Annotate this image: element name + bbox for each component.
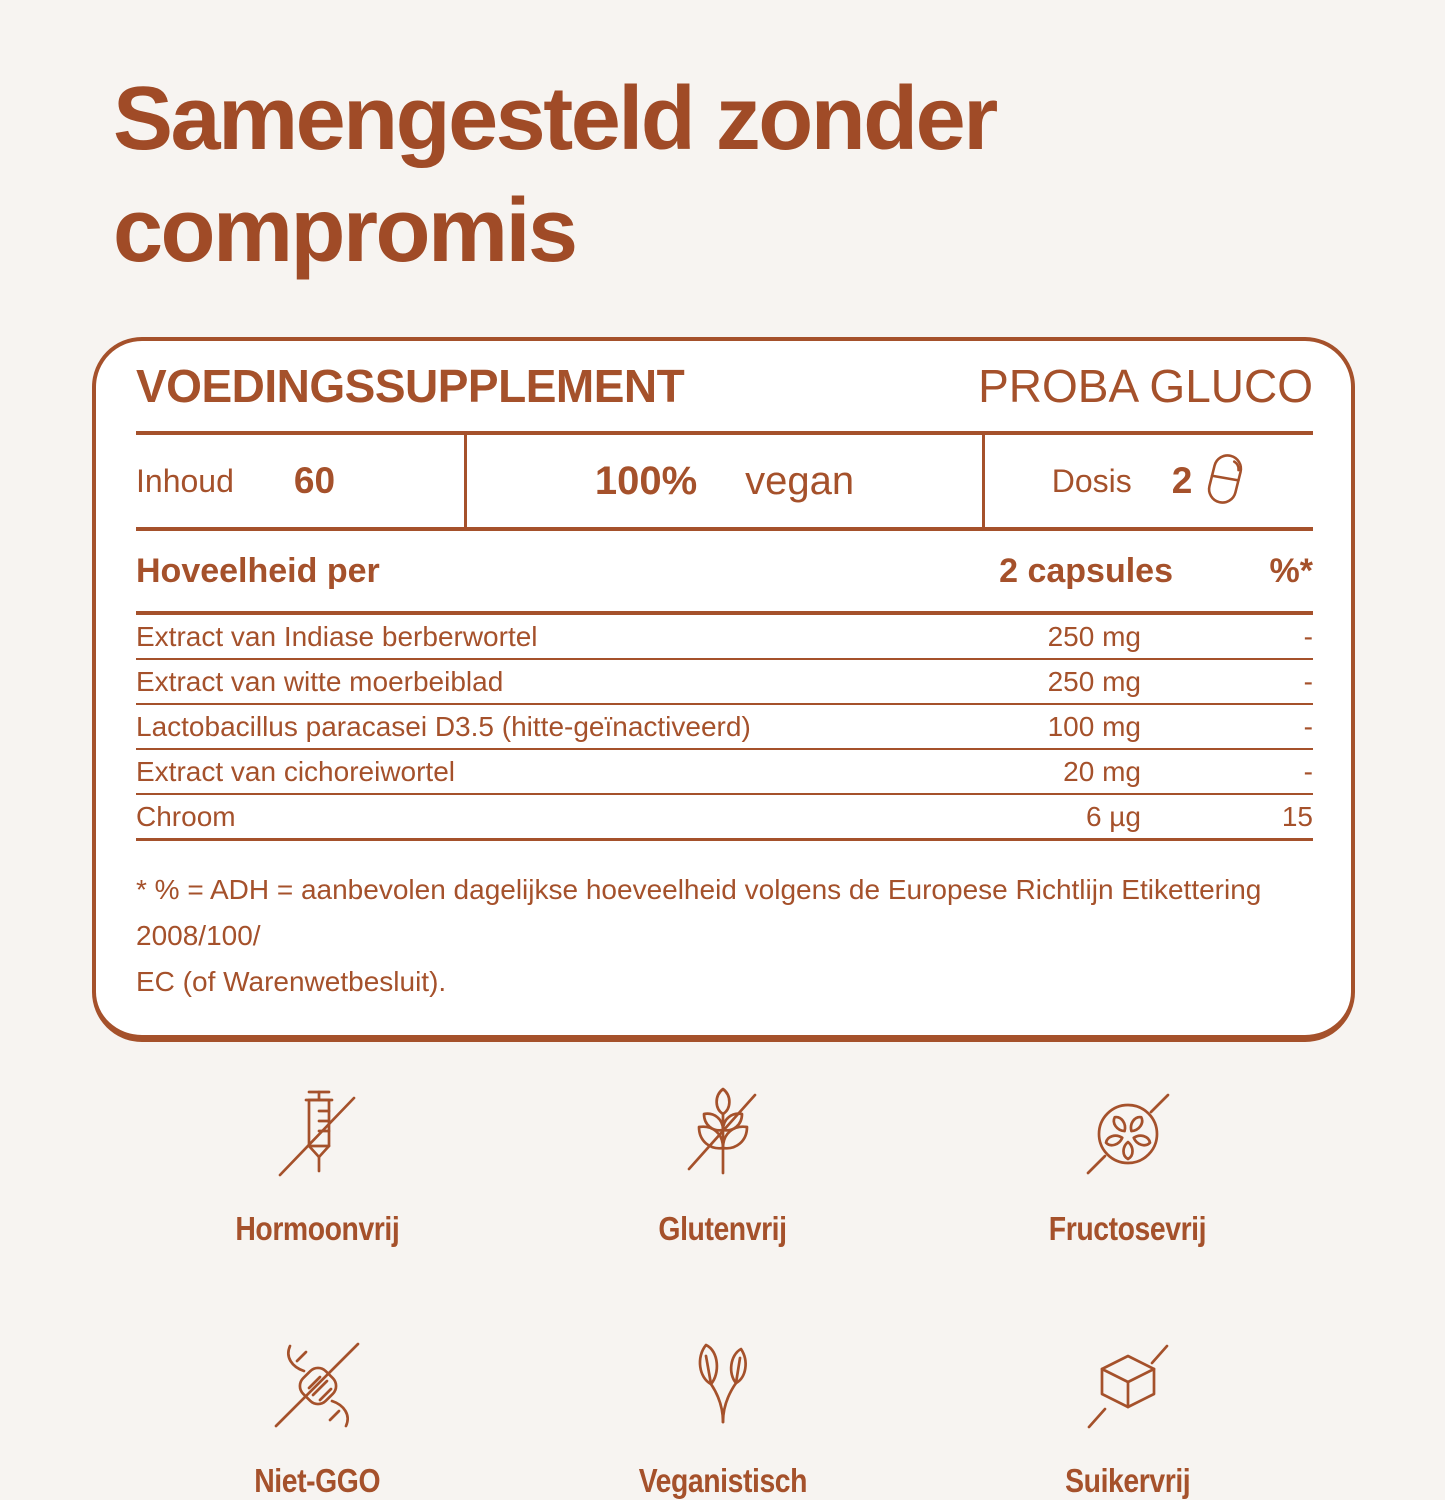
ingredient-percent: - <box>1303 756 1313 788</box>
vegan-label: vegan <box>745 458 855 503</box>
ingredient-name: Extract van cichoreiwortel <box>136 756 456 788</box>
dna-crossed-icon <box>266 1336 370 1436</box>
footnote-line2: EC (of Warenwetbesluit). <box>136 966 447 997</box>
table-row <box>136 615 1313 660</box>
badge-glutenvrij <box>520 1084 925 1248</box>
inhoud-label: Inhoud <box>136 462 234 499</box>
stat-inhoud <box>136 435 464 527</box>
ingredient-percent: - <box>1303 711 1313 743</box>
dosis-label: Dosis <box>1051 462 1132 499</box>
footnote-line1: * % = ADH = aanbevolen dagelijkse hoeveelheid volgens de Europese Richtlijn Etikettering 2008/100/ <box>136 874 1262 952</box>
page-title <box>0 0 1445 287</box>
badge-label: Veganistisch <box>638 1461 807 1499</box>
ingredient-name: Lactobacillus paracasei D3.5 (hitte-geïnactiveerd) <box>136 711 751 743</box>
ingredient-percent: - <box>1303 666 1313 698</box>
table-header-percent: %* <box>1269 551 1313 590</box>
ingredient-amount: 20 mg <box>1063 756 1141 788</box>
ingredient-amount: 250 mg <box>1047 621 1141 653</box>
badge-label: Niet-GGO <box>254 1461 381 1499</box>
dosis-value: 2 <box>1171 460 1193 502</box>
stats-row <box>136 431 1313 531</box>
capsule-icon <box>1204 450 1246 508</box>
badge-niet-ggo <box>115 1336 520 1500</box>
stat-vegan <box>464 435 985 527</box>
ingredient-amount: 100 mg <box>1047 711 1141 743</box>
leaves-icon <box>671 1336 775 1436</box>
ingredient-name: Chroom <box>136 801 236 833</box>
badge-label: Glutenvrij <box>658 1209 787 1247</box>
badge-suikervrij <box>925 1336 1330 1500</box>
ingredient-name: Extract van witte moerbeiblad <box>136 666 504 698</box>
feature-badges <box>115 1084 1330 1500</box>
table-row <box>136 660 1313 705</box>
stat-dosis <box>985 435 1313 527</box>
supplement-facts-card <box>92 337 1355 1042</box>
ingredient-name: Extract van Indiase berberwortel <box>136 621 538 653</box>
badge-veganistisch <box>520 1336 925 1500</box>
ingredient-amount: 250 mg <box>1047 666 1141 698</box>
badge-hormoonvrij <box>115 1084 520 1248</box>
ingredient-amount: 6 µg <box>1085 801 1141 833</box>
badge-fructosevrij <box>925 1084 1330 1248</box>
table-row <box>136 795 1313 841</box>
table-row <box>136 750 1313 795</box>
table-header <box>136 531 1313 615</box>
badge-label: Fructosevrij <box>1048 1209 1207 1247</box>
page-title-line2: compromis <box>113 180 576 281</box>
badge-label: Suikervrij <box>1064 1461 1191 1499</box>
page-title-line1: Samengesteld zonder <box>113 69 996 169</box>
product-name: PROBA GLUCO <box>978 360 1313 413</box>
fruit-slice-crossed-icon <box>1076 1084 1180 1184</box>
card-header-title: VOEDINGSSUPPLEMENT <box>136 360 685 413</box>
table-header-amount: 2 capsules <box>999 551 1173 590</box>
table-row <box>136 705 1313 750</box>
syringe-crossed-icon <box>266 1084 370 1184</box>
card-header <box>136 341 1313 431</box>
ingredient-percent: - <box>1303 621 1313 653</box>
sugar-cube-crossed-icon <box>1076 1336 1180 1436</box>
badge-label: Hormoonvrij <box>235 1209 400 1247</box>
table-header-name: Hoveelheid per <box>136 551 380 590</box>
footnote <box>136 867 1313 1005</box>
inhoud-value: 60 <box>293 460 336 502</box>
vegan-percent-value: 100% <box>594 458 698 503</box>
ingredient-percent: 15 <box>1281 801 1313 833</box>
wheat-crossed-icon <box>671 1084 775 1184</box>
